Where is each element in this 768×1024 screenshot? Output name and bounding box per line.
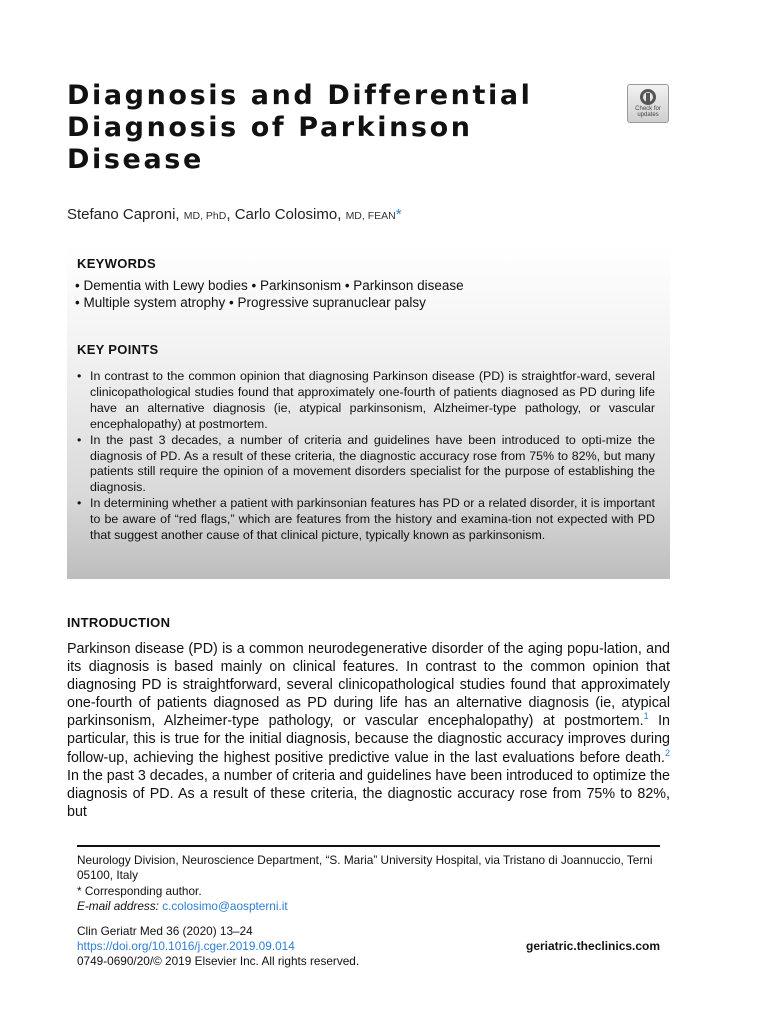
keywords-heading: KEYWORDS: [77, 256, 156, 271]
intro-text-c: In the past 3 decades, a number of criteria and guidelines have been introduced to optimize the diagnosis of PD. As a result of these criteria, the diagnostic accuracy rose from 75% to 82%, but: [67, 767, 670, 820]
author-separator: ,: [226, 206, 231, 223]
bullet: •: [77, 432, 82, 447]
reference-1-link[interactable]: 1: [643, 711, 649, 722]
check-for-updates-label-1: Check for: [635, 106, 661, 112]
bullet: •: [77, 369, 82, 383]
check-for-updates-label-2: updates: [637, 112, 659, 118]
author-2-name: Carlo Colosimo,: [234, 206, 342, 223]
key-points-heading: KEY POINTS: [77, 342, 159, 357]
introduction-heading: INTRODUCTION: [67, 615, 171, 630]
keywords-line-1: • Dementia with Lewy bodies • Parkinsonism • Parkinson disease: [75, 278, 464, 293]
key-point-text: In the past 3 decades, a number of criteria and guidelines have been introduced to opti-mize the diagnosis of PD. As a result of these criteria, the diagnostic accuracy rose from 75% to 82%, but many patients still require the opinion of a movement disorders specialist for the purpose of establishing the diagnosis.: [90, 432, 655, 495]
key-point-item: [77, 496, 655, 544]
footnote-divider: [77, 845, 660, 847]
article-title: [67, 80, 587, 176]
key-point-text: In determining whether a patient with parkinsonian features has PD or a related disorder, it is important to be aware of “red flags,” which are features from the history and examina-tion not expected with PD that suggest another cause of that clinical picture, typically known as parkinsonism.: [90, 496, 655, 543]
author-line: [67, 206, 402, 223]
key-point-text: In contrast to the common opinion that diagnosing Parkinson disease (PD) is straightfor-ward, several clinicopathological studies found that approximately one-fourth of patients diagnosed as PD during life have an alternative diagnosis (ie, atypical parkinsonism, Alzheimer-type pathology, or vascular encephalopathy) at postmortem.: [90, 369, 655, 431]
key-point-item: [77, 369, 655, 433]
reference-2-link[interactable]: 2: [664, 747, 670, 758]
corresponding-author-note: * Corresponding author.: [77, 884, 202, 898]
keywords-line-2: • Multiple system atrophy • Progressive supranuclear palsy: [75, 295, 426, 310]
copyright-notice: 0749-0690/20/© 2019 Elsevier Inc. All rights reserved.: [77, 954, 360, 968]
journal-website: geriatric.theclinics.com: [526, 939, 661, 953]
email-link[interactable]: c.colosimo@aospterni.it: [162, 899, 288, 913]
intro-text-b: In particular, this is true for the initial diagnosis, because the diagnostic accuracy improves during follow-up, achieving the highest positive predictive value in the last evaluations before death.: [67, 713, 670, 766]
key-point-item: [77, 433, 655, 497]
title-line-3: Disease: [67, 144, 204, 175]
title-line-2: Diagnosis of Parkinson: [67, 112, 473, 143]
email-label: E-mail address:: [77, 899, 159, 913]
key-points-list: [77, 369, 655, 544]
author-1-degrees: MD, PhD: [183, 210, 227, 222]
keywords-keypoints-box: [67, 245, 670, 579]
introduction-paragraph: [67, 640, 670, 821]
bullet: •: [77, 496, 82, 511]
check-for-updates-icon: [639, 88, 657, 106]
corresponding-author-link[interactable]: *: [395, 206, 402, 223]
doi-link[interactable]: https://doi.org/10.1016/j.cger.2019.09.014: [77, 939, 295, 953]
email-footnote: [77, 899, 677, 914]
author-2-degrees: MD, FEAN: [345, 210, 396, 222]
affiliation-footnote: Neurology Division, Neuroscience Department, “S. Maria” University Hospital, via Tristano di Joannuccio, Terni 05100, Italy: [77, 853, 653, 882]
title-line-1: Diagnosis and Differential: [67, 80, 533, 111]
journal-citation: Clin Geriatr Med 36 (2020) 13–24: [77, 924, 253, 938]
intro-text-a: Parkinson disease (PD) is a common neurodegenerative disorder of the aging popu-lation, and its diagnosis is based mainly on clinical features. In contrast to the common opinion that diagnosing PD is straightforward, several clinicopathological studies found that approximately one-fourth of patients diagnosed as PD during life has an alternative diagnosis (ie, atypical parkinsonism, Alzheimer-type pathology, or vascular encephalopathy) at postmortem.: [67, 641, 670, 730]
author-1-name: Stefano Caproni,: [67, 206, 180, 223]
check-for-updates-button[interactable]: [627, 84, 669, 123]
